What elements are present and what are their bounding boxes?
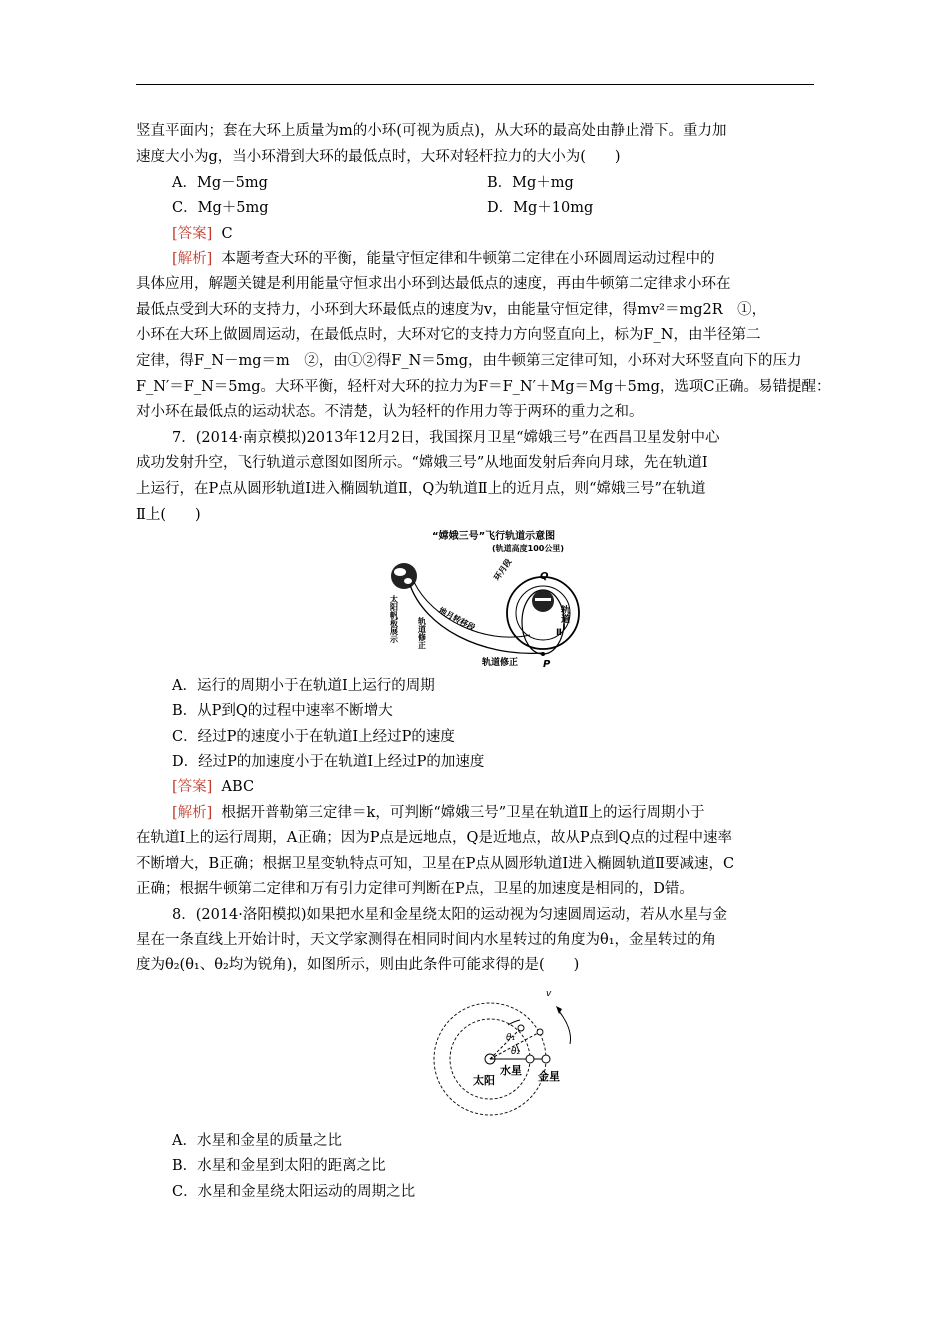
q6-analysis-line-1 [172,249,715,269]
q8-stem-line-3: 度为θ₂(θ₁、θ₂均为锐角)，如图所示，则由此条件可能求得的是( ) [136,957,580,973]
q7-analysis-line-2: 在轨道Ⅰ上的运行周期，A正确；因为P点是远地点，Q是近地点，故从P点到Q点的过程中速率 [136,830,732,846]
q8-stem-line-1: 8．(2014·洛阳模拟)如果把水星和金星绕太阳的运动视为匀速圆周运动，若从水星与金 [172,907,728,923]
label-sun: 太阳 [473,1074,495,1087]
answer-value: ABC [221,779,255,795]
label-orbit-ring: 环月段 [492,557,514,583]
arrow-head-icon [556,1006,562,1014]
label-correction-bottom: 轨道修正 [482,658,519,668]
label-v: v [546,989,552,999]
figure-title: “嫦娥三号”飞行轨道示意图 [432,531,556,542]
q8-option-c: C．水星和金星绕太阳运动的周期之比 [172,1184,416,1200]
label-q: Q [540,571,549,582]
venus-icon [542,1055,550,1063]
mercury-moved-icon [518,1025,524,1031]
answer-value: C [221,226,233,242]
q7-option-a: A．运行的周期小于在轨道Ⅰ上运行的周期 [172,678,435,694]
answer-tag: [答案] [172,226,213,242]
q6-analysis-line-7: 对小环在最低点的运动状态。不清楚，认为轻杆的作用力等于两环的重力之和。 [136,404,644,420]
analysis-tag: [解析] [172,805,213,821]
theta1-arc [508,1020,520,1025]
q7-answer [172,777,254,797]
q7-analysis-line-3: 不断增大，B正确；根据卫星变轨特点可知，卫星在P点从圆形轨道Ⅰ进入椭圆轨道Ⅱ要减速，C [136,856,735,872]
label-orbit-1: 轨道Ⅰ [559,605,569,633]
q6-analysis-line-2: 具体应用，解题关键是利用能量守恒求出小环到达最低点的速度，再由牛顿第二定律求小环在 [136,276,731,292]
analysis-text: 根据开普勒第三定律＝k，可判断“嫦娥三号”卫星在轨道Ⅱ上的运行周期小于 [221,805,705,821]
label-correction-vertical: 轨道修正 [417,617,427,649]
q7-option-b: B．从P到Q的过程中速率不断增大 [172,703,393,719]
label-theta2: θ₂ [511,1047,521,1057]
label-theta1: θ₁ [506,1033,516,1043]
q6-answer [172,224,233,244]
answer-tag: [答案] [172,779,213,795]
q7-option-c: C．经过P的速度小于在轨道Ⅰ上经过P的速度 [172,729,455,745]
q7-stem-line-2: 成功发射升空，飞行轨道示意图如图所示。“嫦娥三号”从地面发射后奔向月球，先在轨道Ⅰ [136,455,708,471]
mercury-icon [526,1055,534,1063]
q6-stem-line-2: 速度大小为g，当小环滑到大环的最低点时，大环对轻杆拉力的大小为( ) [136,149,621,165]
analysis-tag: [解析] [172,251,213,267]
q8-stem-line-2: 星在一条直线上开始计时，天文学家测得在相同时间内水星转过的角度为θ₁，金星转过的角 [136,932,717,948]
q6-option-a: A．Mg－5mg [172,175,268,191]
q7-orbit-figure [380,527,580,673]
label-venus: 金星 [538,1070,560,1083]
q6-analysis-line-3: 最低点受到大环的支持力，小环到大环最低点的速度为v，由能量守恒定律，得mv²＝mg2R ①， [136,302,767,318]
label-mercury: 水星 [500,1064,522,1077]
analysis-text: 本题考查大环的平衡，能量守恒定律和牛顿第二定律在小环圆周运动过程中的 [221,251,715,267]
q7-analysis-line-4: 正确；根据牛顿第二定律和万有引力定律可判断在P点，卫星的加速度是相同的，D错。 [136,881,694,897]
point-p-marker [541,652,545,656]
header-rule [136,84,814,85]
figure-subtitle: (轨道高度100公里) [492,544,565,553]
q7-stem-line-3: 上运行，在P点从圆形轨道Ⅰ进入椭圆轨道Ⅱ，Q为轨道Ⅱ上的近月点，则“嫦娥三号”在轨道 [136,481,706,497]
velocity-arrow-icon [558,1010,571,1044]
moon-icon [532,590,554,612]
q7-analysis-line-1 [172,803,705,823]
label-orbit-2: Ⅱ [556,628,562,638]
q7-stem-line-4: Ⅱ上( ) [136,507,201,523]
q6-option-c: C．Mg＋5mg [172,200,269,216]
q8-planet-figure [418,982,586,1124]
q6-analysis-line-6: F_N′＝F_N＝5mg。大环平衡，轻杆对大环的拉力为F＝F_N′＋Mg＝Mg＋5mg，选项C正确。易错提醒： [136,379,831,395]
q7-stem-line-1: 7．(2014·南京模拟)2013年12月2日，我国探月卫星“嫦娥三号”在西昌卫星发射中心 [172,430,720,446]
q6-analysis-line-4: 小环在大环上做圆周运动，在最低点时，大环对它的支持力方向竖直向上，标为F_N，由半径第二 [136,327,761,343]
label-p: P [543,659,551,670]
q6-stem-line-1: 竖直平面内；套在大环上质量为m的小环(可视为质点)，从大环的最高处由静止滑下。重力加 [136,123,727,139]
label-transfer: 地月转移段 [437,605,477,633]
q8-option-b: B．水星和金星到太阳的距离之比 [172,1158,386,1174]
q8-option-a: A．水星和金星的质量之比 [172,1133,342,1149]
q7-option-d: D．经过P的加速度小于在轨道Ⅰ上经过P的加速度 [172,754,485,770]
q6-option-d: D．Mg＋10mg [487,200,594,216]
q6-analysis-line-5: 定律，得F_N－mg＝m ②，由①②得F_N＝5mg，由牛顿第三定律可知，小环对大环竖直向下的压力 [136,353,802,369]
earth-icon [391,563,417,589]
label-solar-panel: 太阳帆板展示 [389,595,399,643]
venus-moved-icon [537,1029,543,1035]
q6-option-b: B．Mg＋mg [487,175,574,191]
